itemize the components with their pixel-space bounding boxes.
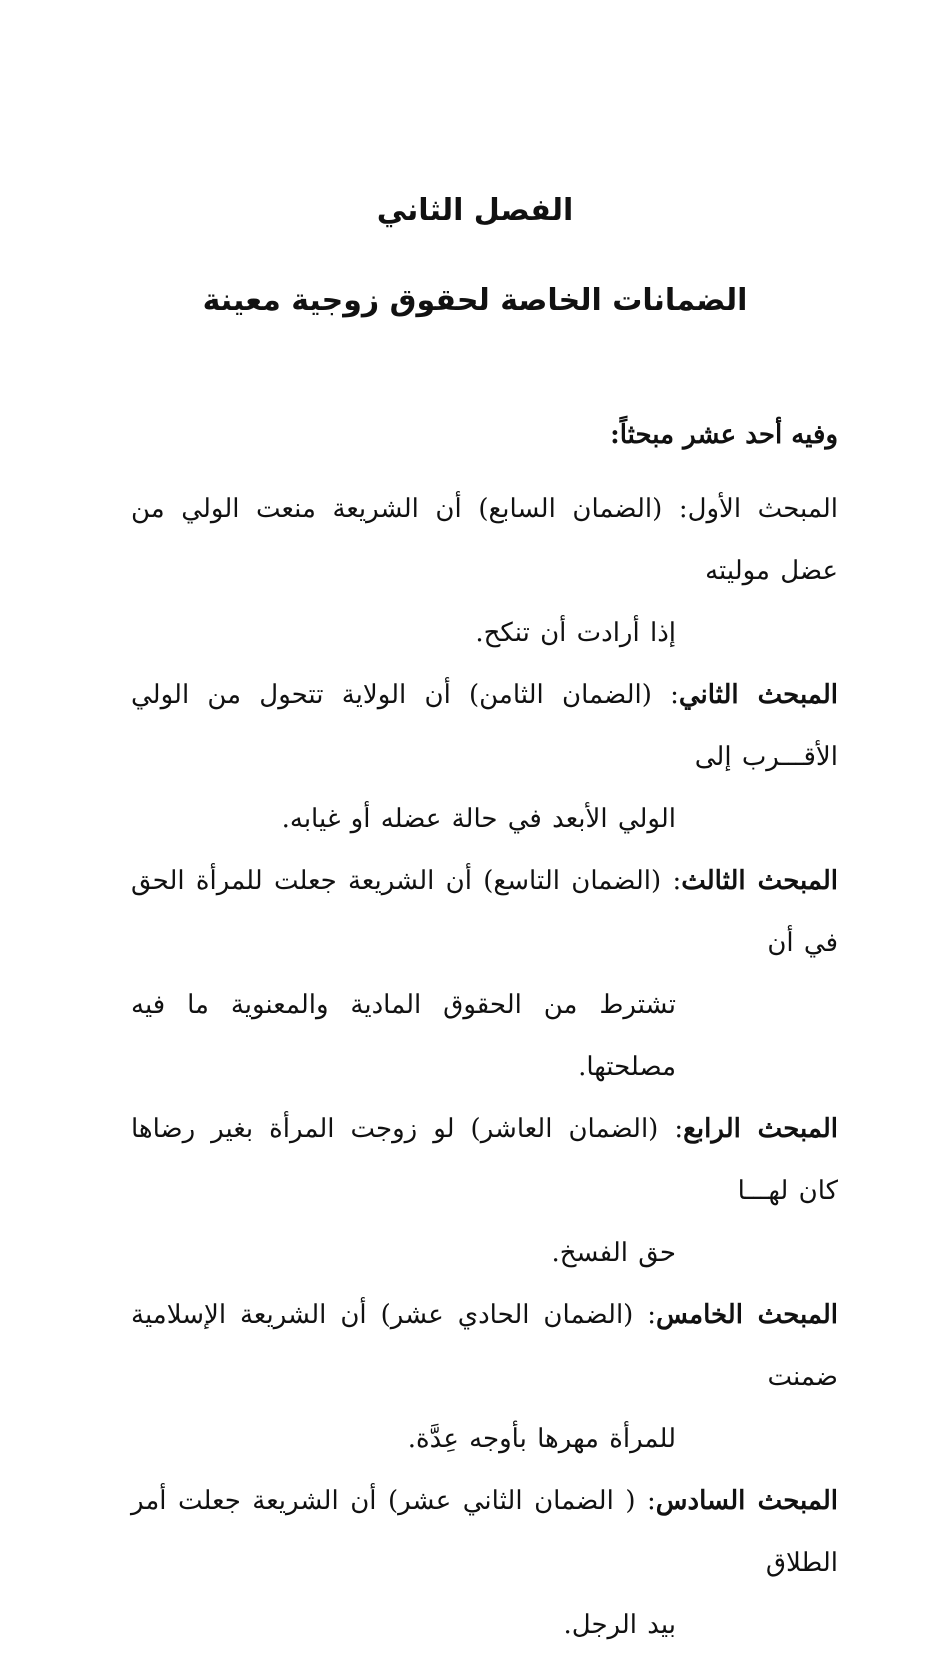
section-item [131, 1470, 838, 1656]
chapter-heading-block [120, 178, 830, 334]
section-label: المبحث الرابع [683, 1114, 838, 1144]
section-text-1: (الضمان الحادي عشر) أن الشريعة الإسلامية ضمنت [131, 1300, 838, 1392]
section-line-1: المبحث الثالث: (الضمان التاسع) أن الشريعة جعلت للمرأة الحق في أن [131, 866, 838, 958]
chapter-title: الفصل الثاني [376, 193, 574, 228]
section-line-1: المبحث الخامس: (الضمان الحادي عشر) أن الشريعة الإسلامية ضمنت [131, 1300, 839, 1392]
section-text-1: (الضمان السابع) أن الشريعة منعت الولي من عضل موليته [131, 494, 838, 586]
section-label: المبحث الثاني [678, 680, 838, 710]
section-line-1: المبحث الثاني: (الضمان الثامن) أن الولاية تتحول من الولي الأقـــرب إلى [131, 680, 838, 772]
section-line-2: الولي الأبعد في حالة عضله أو غيابه. [281, 804, 676, 834]
section-item [131, 1284, 838, 1470]
section-line-1: المبحث الرابع: (الضمان العاشر) لو زوجت المرأة بغير رضاها كان لهـــا [131, 1114, 838, 1206]
section-label: المبحث الثالث [681, 866, 838, 896]
section-label: المبحث الأول [687, 494, 838, 524]
chapter-subtitle: الضمانات الخاصة لحقوق زوجية معينة [202, 283, 748, 318]
section-line-2: حق الفسخ. [551, 1238, 676, 1268]
section-item [131, 478, 838, 664]
section-line-1: المبحث السادس: ( الضمان الثاني عشر) أن الشريعة جعلت أمر الطلاق [131, 1486, 838, 1578]
section-item [131, 664, 838, 850]
section-line-2: تشترط من الحقوق المادية والمعنوية ما فيه مصلحتها. [131, 990, 676, 1082]
section-text-1: ( الضمان الثاني عشر) أن الشريعة جعلت أمر الطلاق [131, 1486, 838, 1578]
section-line-2: إذا أرادت أن تنكح. [475, 618, 676, 648]
section-item [131, 850, 838, 1098]
section-item [131, 1098, 838, 1284]
section-line-2: بيد الرجل. [563, 1610, 676, 1640]
section-line-2: للمرأة مهرها بأوجه عِدَّة. [407, 1424, 676, 1454]
intro-line: وفيه أحد عشر مبحثاً: [610, 420, 838, 450]
section-text-1: (الضمان العاشر) لو زوجت المرأة بغير رضاها كان لهـــا [131, 1114, 838, 1206]
sections-list [131, 478, 838, 1656]
chapter-body [131, 402, 838, 1656]
section-line-1: المبحث الأول: (الضمان السابع) أن الشريعة منعت الولي من عضل موليته [131, 494, 838, 586]
section-label: المبحث السادس [655, 1486, 838, 1516]
section-text-1: (الضمان التاسع) أن الشريعة جعلت للمرأة الحق في أن [131, 866, 838, 958]
section-label: المبحث الخامس [656, 1300, 839, 1330]
section-text-1: (الضمان الثامن) أن الولاية تتحول من الولي الأقـــرب إلى [131, 680, 838, 772]
